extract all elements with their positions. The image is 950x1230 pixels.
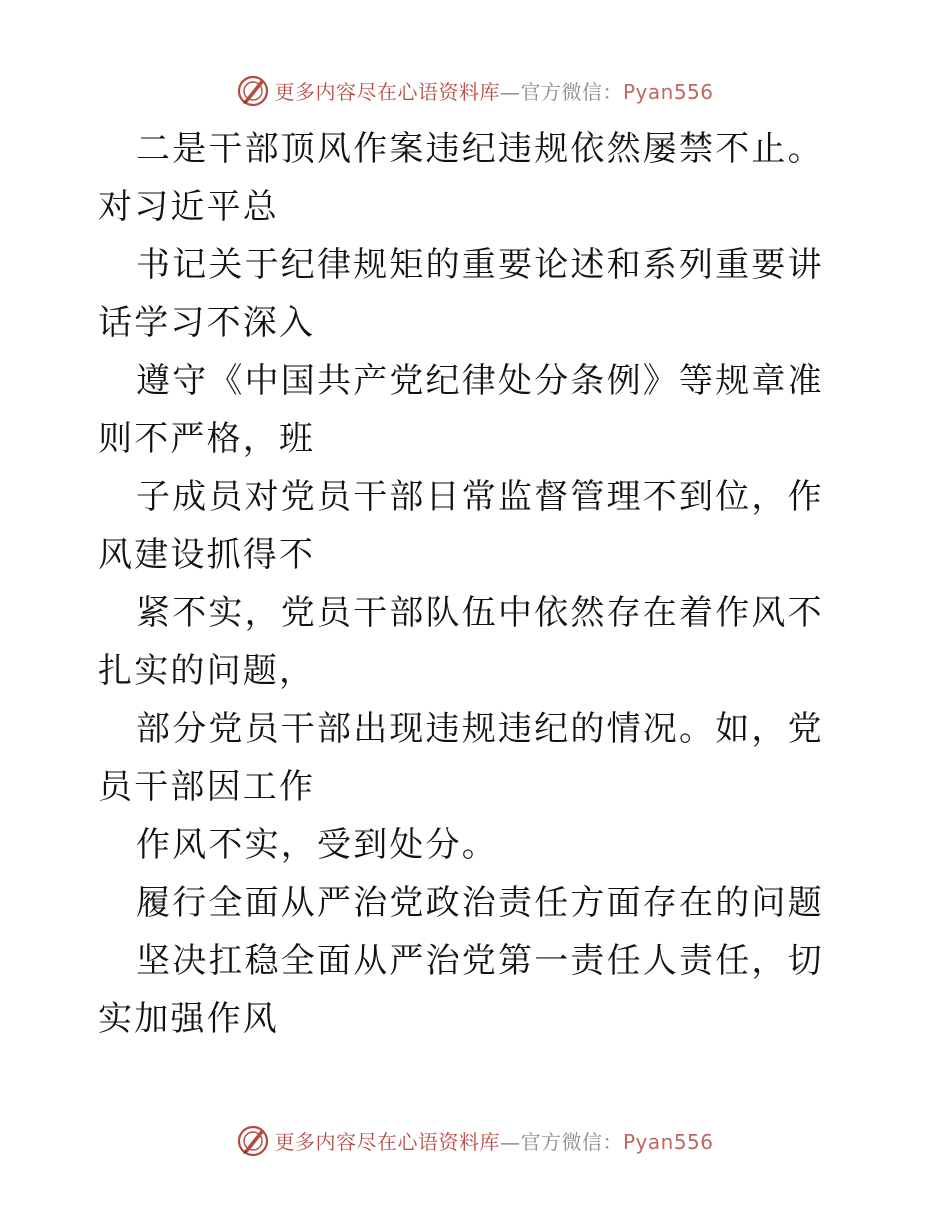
paragraph: 坚决扛稳全面从严治党第一责任人责任，切实加强作风 [98,941,824,1039]
footer-dash: — [499,1129,521,1154]
footer-brand: 更多内容尽在心语资料库 [274,1129,500,1154]
header-wechat-id: Pyan556 [622,79,714,104]
footer-wechat-label: 官方微信： [520,1129,623,1154]
footer-banner [0,1120,950,1160]
header-text [274,76,713,105]
pen-logo-icon [236,1123,270,1157]
footer-text [274,1126,713,1155]
header-dash: — [499,79,521,104]
paragraph: 二是干部顶风作案违纪违规依然屡禁不止。对习近平总 [98,129,824,227]
pen-logo-icon [236,73,270,107]
header-wechat-label: 官方微信： [520,79,623,104]
paragraph: 遵守《中国共产党纪律处分条例》等规章准则不严格，班 [98,361,824,459]
paragraph: 书记关于纪律规矩的重要论述和系列重要讲话学习不深入 [98,245,824,343]
paragraph: 履行全面从严治党政治责任方面存在的问题 [136,883,824,923]
paragraph: 部分党员干部出现违规违纪的情况。如，党员干部因工作 [98,709,824,807]
footer-wechat-id: Pyan556 [622,1129,714,1154]
paragraph: 作风不实，受到处分。 [136,825,498,865]
header-brand: 更多内容尽在心语资料库 [274,79,500,104]
header-banner [0,70,950,110]
paragraph: 紧不实，党员干部队伍中依然存在着作风不扎实的问题， [98,593,824,691]
paragraph: 子成员对党员干部日常监督管理不到位，作风建设抓得不 [98,477,824,575]
document-body [98,120,858,1048]
